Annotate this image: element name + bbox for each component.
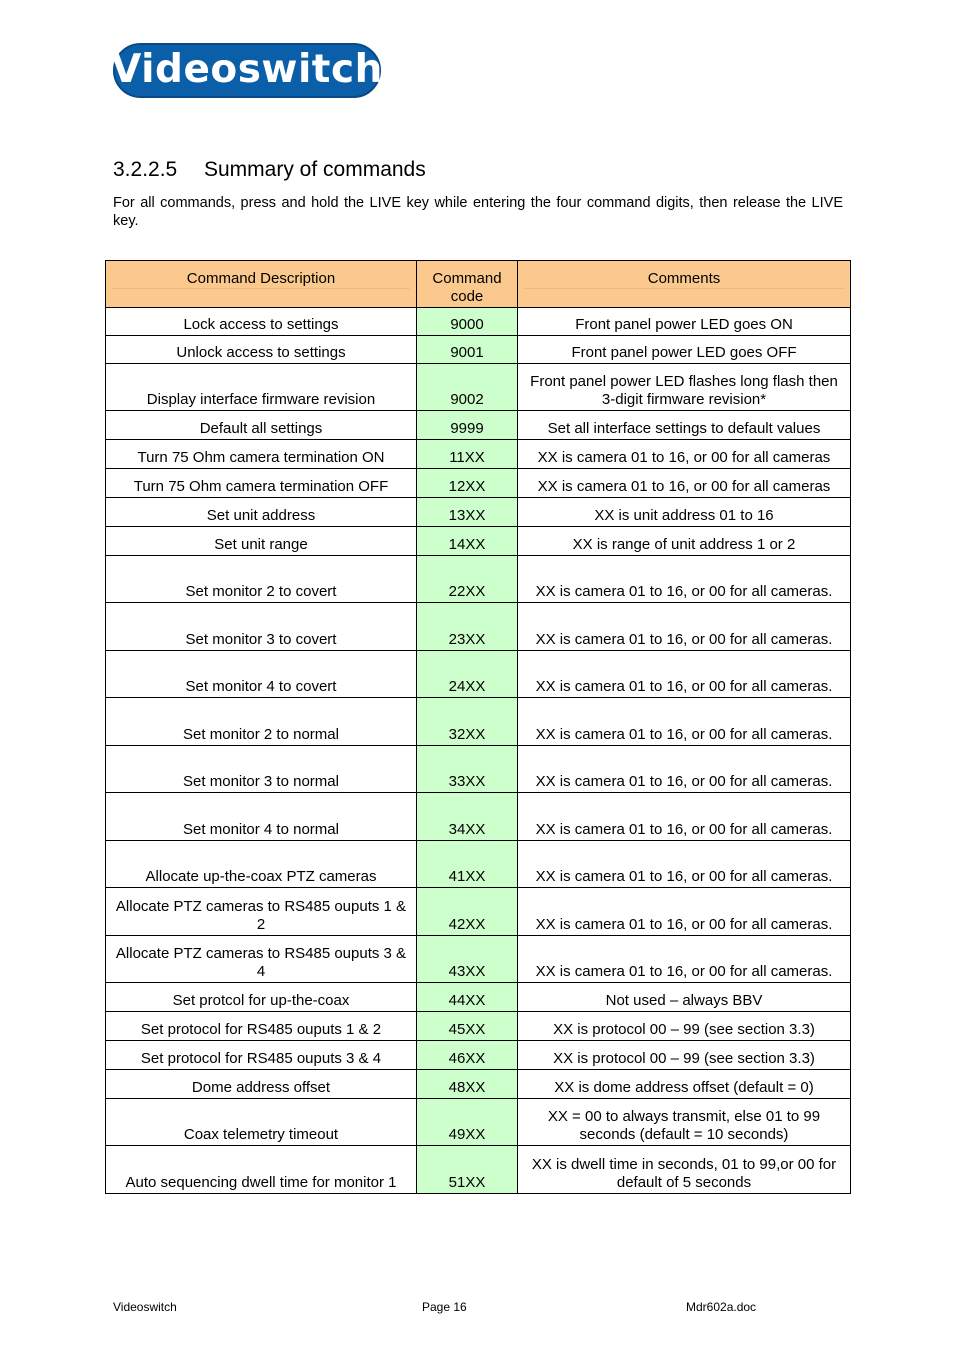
command-comment-cell: XX is camera 01 to 16, or 00 for all cameras. <box>518 603 851 651</box>
command-description-cell: Allocate PTZ cameras to RS485 ouputs 1 & 2 <box>106 888 417 936</box>
command-code-cell: 51XX <box>417 1146 518 1194</box>
command-code-cell: 23XX <box>417 603 518 651</box>
command-code-cell: 49XX <box>417 1099 518 1146</box>
command-description-cell: Unlock access to settings <box>106 336 417 364</box>
command-comment-cell: XX is camera 01 to 16, or 00 for all cameras <box>518 440 851 469</box>
table-row <box>106 364 851 411</box>
command-description-cell: Dome address offset <box>106 1070 417 1099</box>
command-description-cell: Set monitor 4 to normal <box>106 793 417 841</box>
command-comment-cell: Front panel power LED flashes long flash then 3-digit firmware revision* <box>518 364 851 411</box>
command-description-cell: Default all settings <box>106 411 417 440</box>
header-comments: Comments <box>518 261 851 308</box>
table-row <box>106 1012 851 1041</box>
command-code-cell: 34XX <box>417 793 518 841</box>
command-description-cell: Turn 75 Ohm camera termination ON <box>106 440 417 469</box>
command-comment-cell: XX is camera 01 to 16, or 00 for all cameras. <box>518 841 851 888</box>
command-code-cell: 9001 <box>417 336 518 364</box>
command-description-cell: Set monitor 3 to normal <box>106 746 417 793</box>
command-comment-cell: Front panel power LED goes OFF <box>518 336 851 364</box>
videoswitch-logo <box>113 43 381 98</box>
command-code-cell: 32XX <box>417 698 518 746</box>
table-header-row <box>106 261 851 308</box>
command-comment-cell: XX is camera 01 to 16, or 00 for all cameras. <box>518 651 851 698</box>
section-title: Summary of commands <box>204 158 426 181</box>
command-code-cell: 41XX <box>417 841 518 888</box>
command-code-cell: 22XX <box>417 556 518 603</box>
command-comment-cell: Not used – always BBV <box>518 983 851 1012</box>
command-code-cell: 9002 <box>417 364 518 411</box>
table-row <box>106 308 851 336</box>
footer-left: Videoswitch <box>113 1300 177 1314</box>
command-description-cell: Set protcol for up-the-coax <box>106 983 417 1012</box>
table-row <box>106 936 851 983</box>
command-comment-cell: XX is range of unit address 1 or 2 <box>518 527 851 556</box>
command-code-cell: 24XX <box>417 651 518 698</box>
command-description-cell: Set monitor 3 to covert <box>106 603 417 651</box>
section-number: 3.2.2.5 <box>113 158 178 181</box>
table-row <box>106 336 851 364</box>
command-comment-cell: XX = 00 to always transmit, else 01 to 99 seconds (default = 10 seconds) <box>518 1099 851 1146</box>
table-row <box>106 1146 851 1194</box>
command-code-cell: 12XX <box>417 469 518 498</box>
command-comment-cell: XX is camera 01 to 16, or 00 for all cameras. <box>518 698 851 746</box>
command-comment-cell: XX is unit address 01 to 16 <box>518 498 851 527</box>
footer-page: Page 16 <box>422 1300 467 1314</box>
command-code-cell: 42XX <box>417 888 518 936</box>
table-row <box>106 527 851 556</box>
command-code-cell: 46XX <box>417 1041 518 1070</box>
command-code-cell: 9999 <box>417 411 518 440</box>
section-heading <box>113 158 426 182</box>
command-description-cell: Set monitor 2 to covert <box>106 556 417 603</box>
command-code-cell: 33XX <box>417 746 518 793</box>
command-comment-cell: XX is dome address offset (default = 0) <box>518 1070 851 1099</box>
command-comment-cell: Front panel power LED goes ON <box>518 308 851 336</box>
command-description-cell: Coax telemetry timeout <box>106 1099 417 1146</box>
command-description-cell: Set protocol for RS485 ouputs 3 & 4 <box>106 1041 417 1070</box>
command-code-cell: 11XX <box>417 440 518 469</box>
command-code-cell: 44XX <box>417 983 518 1012</box>
header-code: Command code <box>417 261 518 308</box>
table-row <box>106 498 851 527</box>
command-description-cell: Allocate up-the-coax PTZ cameras <box>106 841 417 888</box>
command-code-cell: 14XX <box>417 527 518 556</box>
table-row <box>106 888 851 936</box>
command-comment-cell: XX is camera 01 to 16, or 00 for all cameras. <box>518 936 851 983</box>
command-comment-cell: XX is camera 01 to 16, or 00 for all cameras. <box>518 746 851 793</box>
command-description-cell: Auto sequencing dwell time for monitor 1 <box>106 1146 417 1194</box>
command-comment-cell: XX is protocol 00 – 99 (see section 3.3) <box>518 1012 851 1041</box>
table-row <box>106 1070 851 1099</box>
command-description-cell: Display interface firmware revision <box>106 364 417 411</box>
command-comment-cell: XX is camera 01 to 16, or 00 for all cameras. <box>518 888 851 936</box>
table-row <box>106 651 851 698</box>
intro-paragraph: For all commands, press and hold the LIVE key while entering the four command digits, then release the LIVE key. <box>113 195 843 229</box>
table-row <box>106 698 851 746</box>
table-row <box>106 469 851 498</box>
table-row <box>106 1099 851 1146</box>
command-comment-cell: Set all interface settings to default values <box>518 411 851 440</box>
table-row <box>106 440 851 469</box>
commands-table <box>105 260 851 1194</box>
table-row <box>106 793 851 841</box>
table-row <box>106 411 851 440</box>
command-comment-cell: XX is protocol 00 – 99 (see section 3.3) <box>518 1041 851 1070</box>
command-description-cell: Set monitor 4 to covert <box>106 651 417 698</box>
command-code-cell: 43XX <box>417 936 518 983</box>
command-description-cell: Allocate PTZ cameras to RS485 ouputs 3 & 4 <box>106 936 417 983</box>
command-description-cell: Lock access to settings <box>106 308 417 336</box>
command-comment-cell: XX is camera 01 to 16, or 00 for all cameras <box>518 469 851 498</box>
command-code-cell: 13XX <box>417 498 518 527</box>
command-comment-cell: XX is dwell time in seconds, 01 to 99,or 00 for default of 5 seconds <box>518 1146 851 1194</box>
table-row <box>106 841 851 888</box>
table-row <box>106 556 851 603</box>
command-description-cell: Turn 75 Ohm camera termination OFF <box>106 469 417 498</box>
command-description-cell: Set unit address <box>106 498 417 527</box>
table-row <box>106 746 851 793</box>
table-row <box>106 603 851 651</box>
command-code-cell: 45XX <box>417 1012 518 1041</box>
command-description-cell: Set monitor 2 to normal <box>106 698 417 746</box>
command-code-cell: 9000 <box>417 308 518 336</box>
command-comment-cell: XX is camera 01 to 16, or 00 for all cameras. <box>518 793 851 841</box>
header-description: Command Description <box>106 261 417 308</box>
logo-text: Videoswitch <box>111 47 383 92</box>
footer-right: Mdr602a.doc <box>686 1300 757 1314</box>
command-comment-cell: XX is camera 01 to 16, or 00 for all cameras. <box>518 556 851 603</box>
table-row <box>106 1041 851 1070</box>
table-row <box>106 983 851 1012</box>
command-description-cell: Set unit range <box>106 527 417 556</box>
command-code-cell: 48XX <box>417 1070 518 1099</box>
command-description-cell: Set protocol for RS485 ouputs 1 & 2 <box>106 1012 417 1041</box>
